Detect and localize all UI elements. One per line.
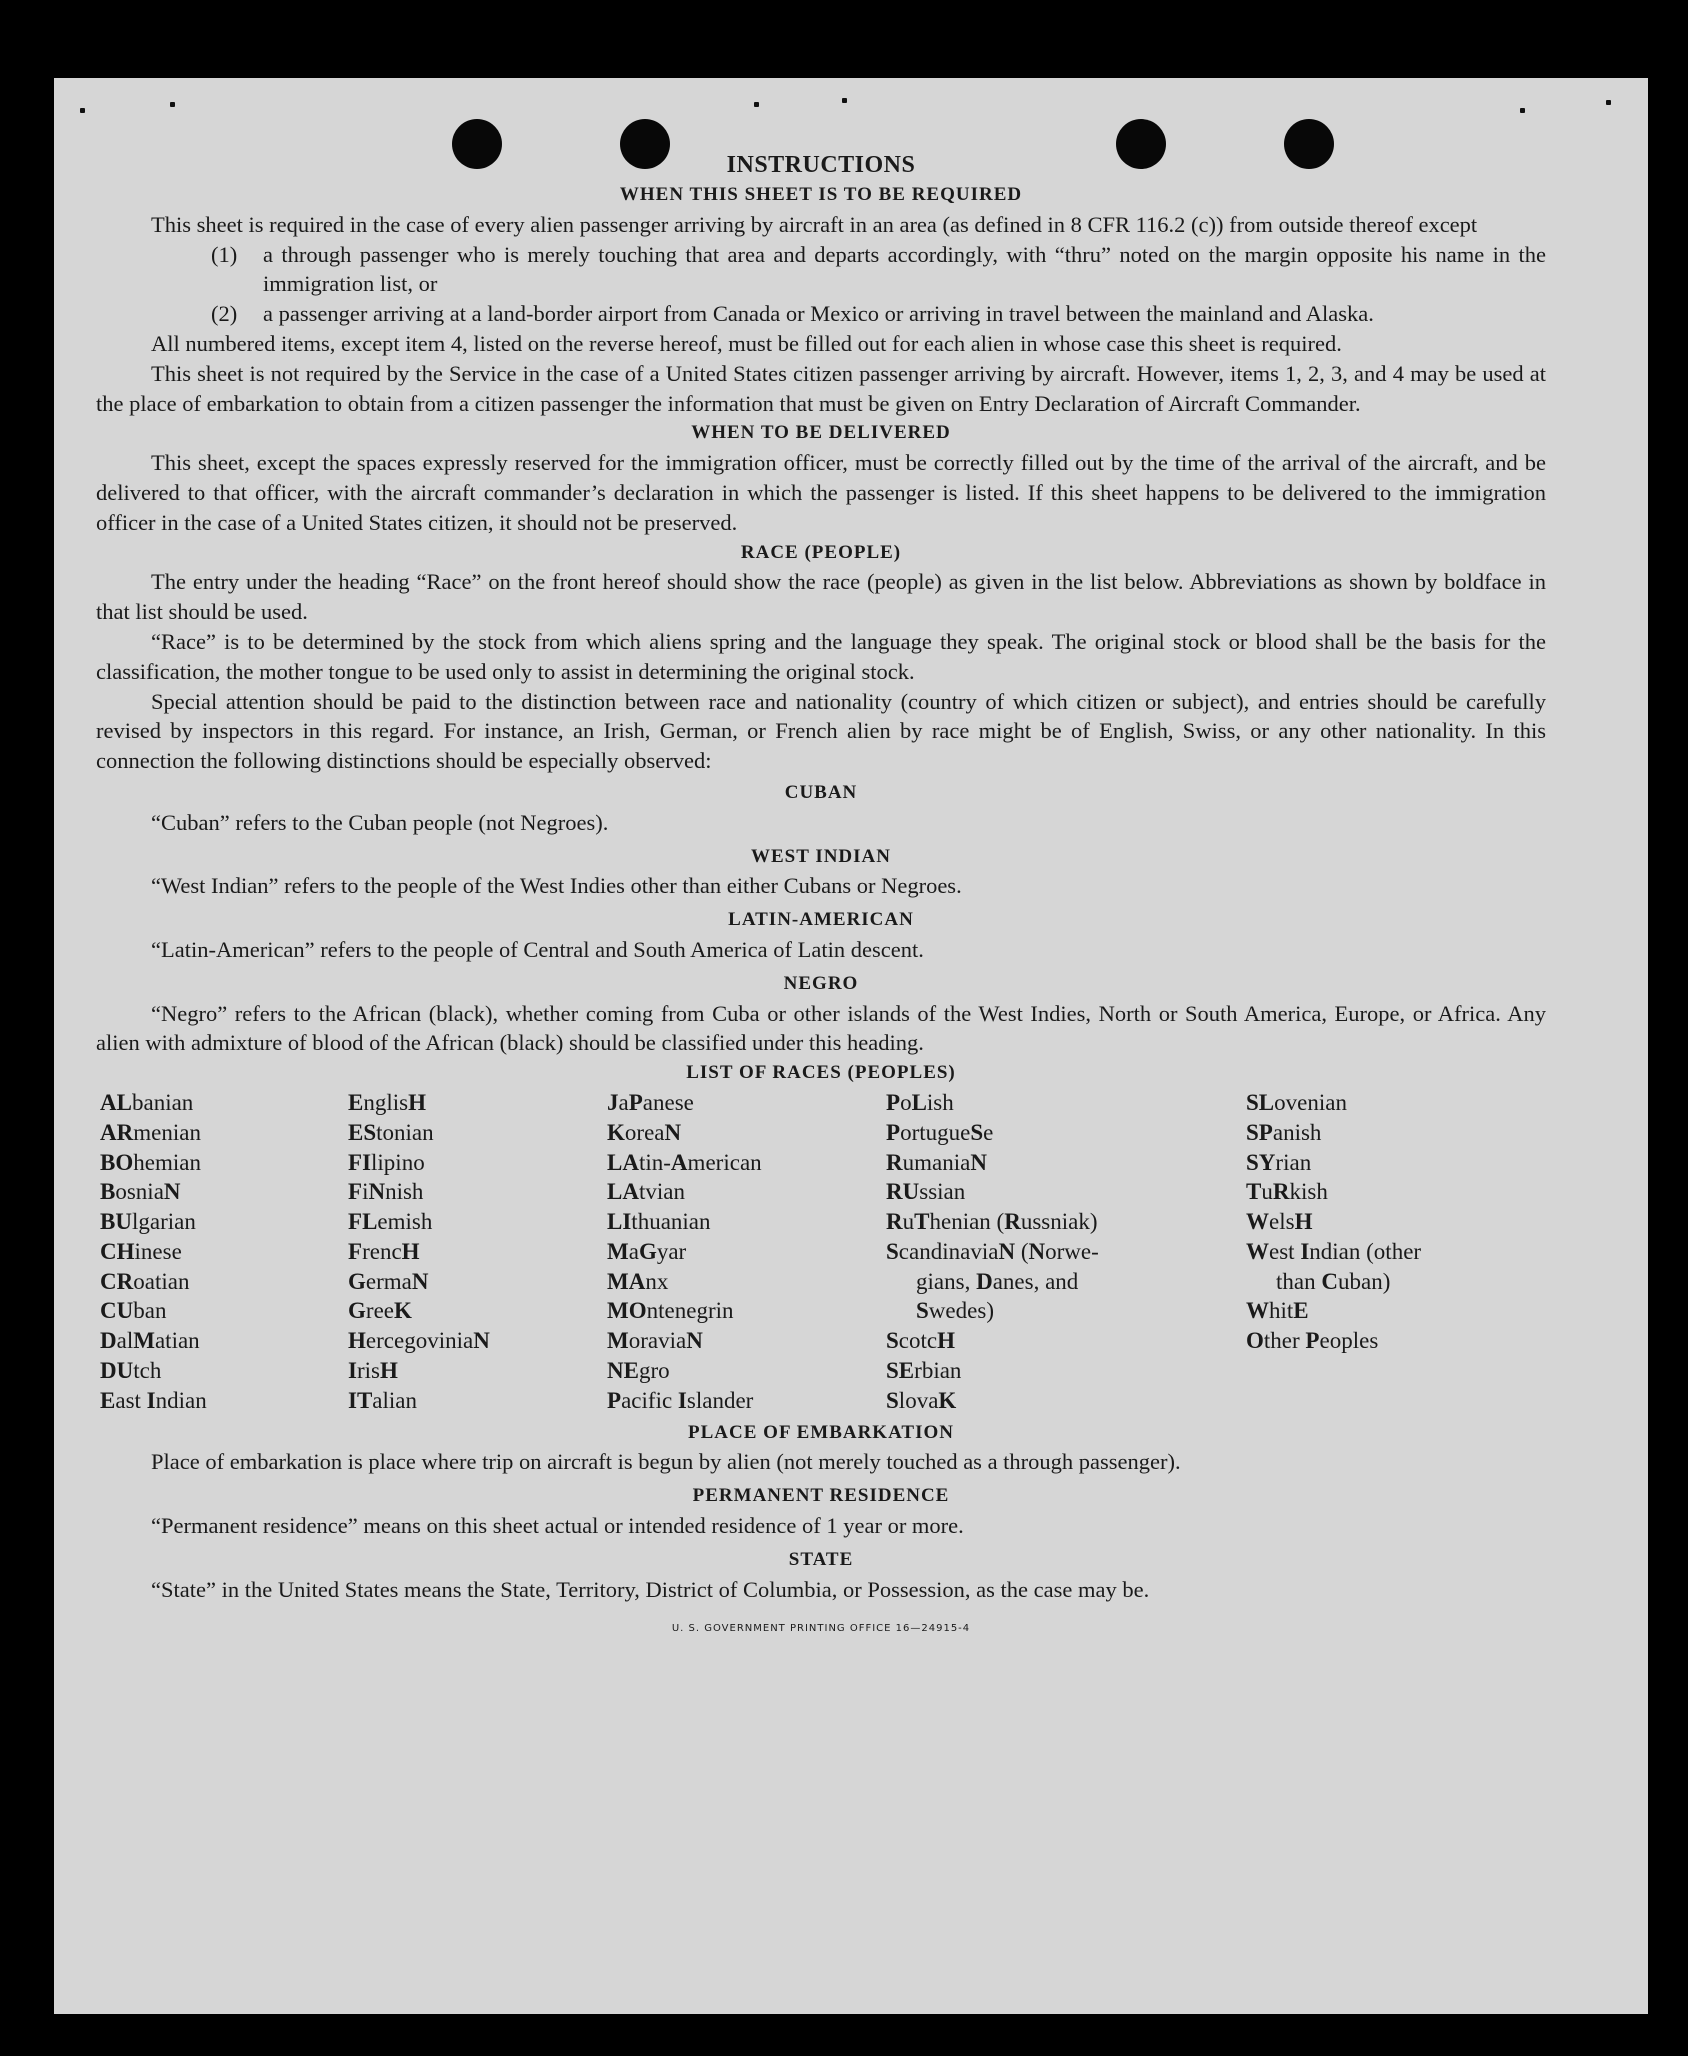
speck [1520, 108, 1525, 113]
item-text: a through passenger who is merely touching that area and departs accordingly, with “thru” noted on the margin opposite his name in the immigration list, or [263, 241, 1546, 297]
race-entry: LAtvian [607, 1179, 685, 1205]
section-heading: PLACE OF EMBARKATION [688, 1421, 954, 1443]
race-entry: ScandinaviaN (Norwe- [886, 1238, 1099, 1264]
race-entry: DUtch [100, 1358, 162, 1384]
race-entry: NEgro [607, 1358, 670, 1384]
instructions-content [96, 150, 1546, 1644]
race-list [96, 1088, 1546, 1416]
race-entry: Swedes) [916, 1298, 994, 1324]
race-entry: WhitE [1246, 1298, 1309, 1324]
list-item [211, 240, 1546, 300]
speck [80, 108, 85, 113]
race-entry: MoraviaN [607, 1328, 703, 1354]
section-heading: WHEN THIS SHEET IS TO BE REQUIRED [619, 184, 1023, 205]
race-entry: Pacific Islander [607, 1387, 754, 1413]
race-entry: SErbian [886, 1358, 962, 1384]
race-entry: FiNnish [348, 1179, 424, 1205]
race-entry: gians, Danes, and [916, 1268, 1079, 1294]
race-entry: ScotcH [886, 1328, 956, 1354]
race-entry: JaPanese [607, 1089, 694, 1115]
printer-imprint: U. S. GOVERNMENT PRINTING OFFICE 16—24915-4 [671, 1623, 971, 1635]
race-entry: MaGyar [607, 1238, 687, 1264]
item-number: (1) [211, 241, 238, 267]
race-entry: FrencH [348, 1238, 420, 1264]
race-entry: RumaniaN [886, 1149, 987, 1175]
paragraph: The entry under the heading “Race” on the front hereof should show the race (people) as given in the list below. Abbreviations as shown by boldface in that list should be used. [96, 569, 1546, 625]
race-entry: RUssian [886, 1179, 966, 1205]
race-entry: IrisH [348, 1358, 398, 1384]
section-heading: WHEN TO BE DELIVERED [691, 422, 951, 444]
race-entry: BOhemian [100, 1149, 201, 1175]
race-entry: SPanish [1246, 1119, 1322, 1145]
race-entry: CRoatian [100, 1268, 190, 1294]
race-column [96, 1088, 348, 1416]
race-entry: MAnx [607, 1268, 669, 1294]
race-entry: WelsH [1246, 1209, 1313, 1235]
race-entry: West Indian (other [1246, 1238, 1422, 1264]
race-entry: LIthuanian [607, 1209, 711, 1235]
paragraph: “Negro” refers to the African (black), whether coming from Cuba or other islands of the West Indies, North or South America, Europe, or Africa. Any alien with admixture of blood of the African (black) should be classified under this heading. [96, 1000, 1546, 1056]
race-column [886, 1088, 1246, 1416]
race-entry: TuRkish [1246, 1179, 1328, 1205]
speck [170, 102, 175, 107]
race-entry: SYrian [1246, 1149, 1312, 1175]
race-entry: PortugueSe [886, 1119, 994, 1145]
race-entry: Other Peoples [1246, 1328, 1379, 1354]
page-title: INSTRUCTIONS [726, 152, 916, 178]
race-entry: HercegoviniaN [348, 1328, 490, 1354]
race-entry: CHinese [100, 1238, 182, 1264]
speck [842, 98, 847, 103]
paragraph: This sheet, except the spaces expressly reserved for the immigration officer, must be correctly filled out by the time of the arrival of the aircraft, and be delivered to that officer, with the aircraft commander’s declaration in which the passenger is listed. If this sheet happens to be delivered to the immigration officer in the case of a United States citizen, it should not be preserved. [96, 450, 1546, 535]
section-heading: RACE (PEOPLE) [740, 541, 902, 563]
race-entry: East Indian [100, 1387, 207, 1413]
race-entry: EStonian [348, 1119, 434, 1145]
list-item [211, 299, 1546, 329]
paragraph: “Cuban” refers to the Cuban people (not Negroes). [151, 809, 609, 835]
race-entry: GermaN [348, 1268, 429, 1294]
race-entry: RuThenian (Russniak) [886, 1209, 1098, 1235]
item-text: a passenger arriving at a land-border airport from Canada or Mexico or arriving in travel between the mainland and Alaska. [263, 301, 1374, 327]
paragraph: This sheet is not required by the Service in the case of a United States citizen passenger arriving by aircraft. However, items 1, 2, 3, and 4 may be used at the place of embarkation to obtain from a citizen passenger the information that must be given on Entry Declaration of Aircraft Commander. [96, 360, 1546, 416]
section-heading: LIST OF RACES (PEOPLES) [686, 1062, 956, 1084]
paragraph: All numbered items, except item 4, listed on the reverse hereof, must be filled out for each alien in whose case this sheet is required. [151, 330, 1342, 356]
race-entry: GreeK [348, 1298, 412, 1324]
section-heading: STATE [788, 1548, 854, 1570]
race-entry: BosniaN [100, 1179, 181, 1205]
race-entry: FIlipino [348, 1149, 425, 1175]
race-entry: PoLish [886, 1089, 954, 1115]
race-entry: SlovaK [886, 1387, 957, 1413]
paragraph: “Permanent residence” means on this sheet actual or intended residence of 1 year or more. [151, 1513, 964, 1539]
race-entry: than Cuban) [1276, 1268, 1391, 1294]
race-column [607, 1088, 886, 1416]
race-entry: DalMatian [100, 1328, 200, 1354]
paragraph: “Race” is to be determined by the stock from which aliens spring and the language they speak. The original stock or blood shall be the basis for the classification, the mother tongue to be used only to assist in determining the original stock. [96, 628, 1546, 684]
section-heading: NEGRO [783, 972, 859, 994]
paragraph: This sheet is required in the case of every alien passenger arriving by aircraft in an area (as defined in 8 CFR 116.2 (c)) from outside thereof except [151, 211, 1478, 237]
paragraph: Place of embarkation is place where trip on aircraft is begun by alien (not merely touched as a through passenger). [151, 1449, 1181, 1475]
paragraph: Special attention should be paid to the distinction between race and nationality (country of which citizen or subject), and entries should be carefully revised by inspectors in this regard. For instance, an Irish, German, or French alien by race might be of English, Swiss, or any other nationality. In this connection the following distinctions should be especially observed: [96, 688, 1546, 774]
race-entry: BUlgarian [100, 1209, 196, 1235]
section-heading: LATIN-AMERICAN [728, 909, 914, 931]
race-entry: FLemish [348, 1209, 433, 1235]
race-column [1246, 1088, 1496, 1416]
item-number: (2) [211, 301, 238, 327]
race-entry: CUban [100, 1298, 167, 1324]
section-heading: PERMANENT RESIDENCE [692, 1485, 950, 1507]
race-entry: KoreaN [607, 1119, 682, 1145]
race-column [348, 1088, 607, 1416]
race-entry: MOntenegrin [607, 1298, 734, 1324]
race-entry: ALbanian [100, 1089, 194, 1115]
paragraph: “West Indian” refers to the people of the West Indies other than either Cubans or Negroes. [151, 873, 962, 899]
speck [1606, 100, 1611, 105]
race-entry: EnglisH [348, 1089, 426, 1115]
section-heading: WEST INDIAN [751, 845, 891, 867]
race-entry: ARmenian [100, 1119, 201, 1145]
race-entry: ITalian [348, 1387, 418, 1413]
speck [754, 102, 759, 107]
race-entry: LAtin-American [607, 1149, 762, 1175]
race-entry: SLovenian [1246, 1089, 1347, 1115]
section-heading: CUBAN [784, 781, 858, 803]
paragraph: “Latin-American” refers to the people of Central and South America of Latin descent. [151, 936, 924, 962]
paragraph: “State” in the United States means the State, Territory, District of Columbia, or Possession, as the case may be. [151, 1576, 1150, 1602]
